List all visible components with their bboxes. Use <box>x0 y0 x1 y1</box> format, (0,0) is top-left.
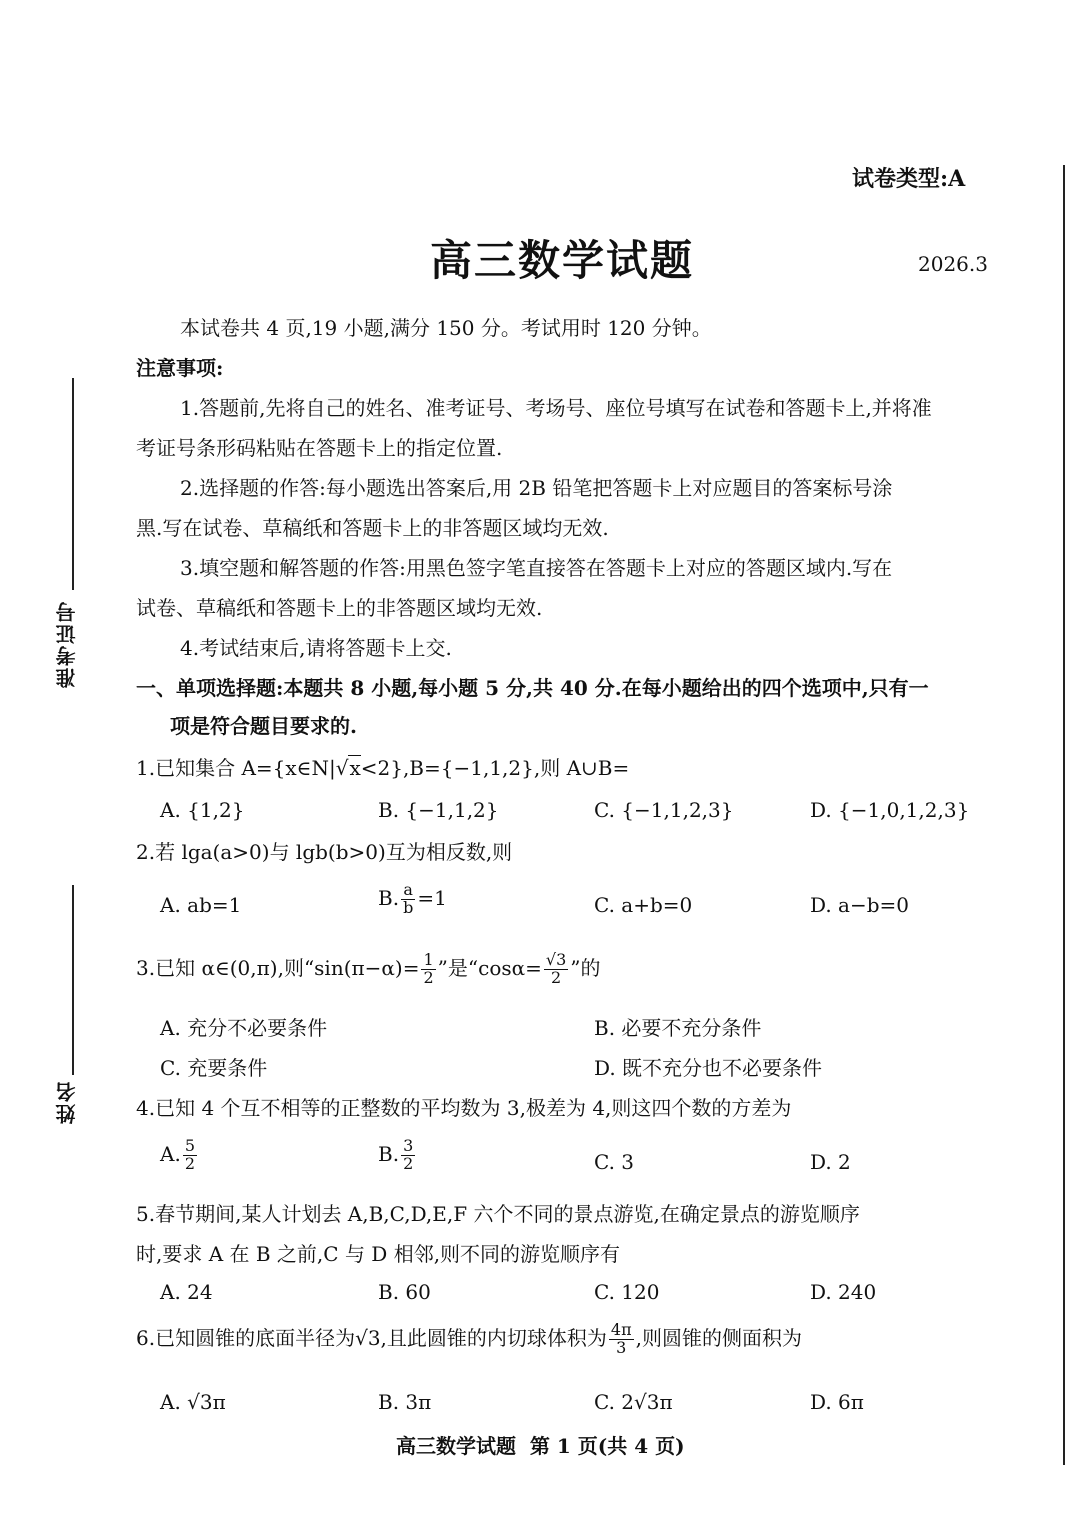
q6-option-b: B. 3π <box>378 1390 432 1414</box>
q5-option-c: C. 120 <box>594 1280 660 1304</box>
q5-stem-line1: 5.春节期间,某人计划去 A,B,C,D,E,F 六个不同的景点游览,在确定景点的游览顺序 <box>136 1202 860 1226</box>
section1-heading-line2: 项是符合题目要求的. <box>170 714 357 738</box>
q5-option-a: A. 24 <box>160 1280 213 1304</box>
q1-stem-d: <2},B={−1,1,2},则 A∪B= <box>360 756 630 780</box>
note-2-line2: 黑.写在试卷、草稿纸和答题卡上的非答题区域均无效. <box>136 516 609 540</box>
exam-date: 2026.3 <box>918 252 988 276</box>
q1-stem-c: x <box>349 756 361 780</box>
note-4-line1: 4.考试结束后,请将答题卡上交. <box>180 636 452 660</box>
q1-option-a: A. {1,2} <box>160 798 245 822</box>
exam-id-label: 准考证号 <box>55 600 79 688</box>
q4-option-b-den: 2 <box>403 1153 414 1173</box>
q2-option-a: A. ab=1 <box>160 893 242 917</box>
q2-option-c: C. a+b=0 <box>594 893 693 917</box>
q4-stem: 4.已知 4 个互不相等的正整数的平均数为 3,极差为 4,则这四个数的方差为 <box>136 1096 792 1120</box>
q5-option-b: B. 60 <box>378 1280 431 1304</box>
q3-stem-a: 3.已知 α∈(0,π),则“sin(π−α)= <box>136 955 420 980</box>
q3-option-b: B. 必要不充分条件 <box>594 1016 762 1040</box>
q3-frac1-num: 1 <box>423 950 434 969</box>
q3-fraction-2 <box>544 952 568 987</box>
q2-option-b-suffix: =1 <box>417 885 447 910</box>
q3-stem-c: ”的 <box>570 955 601 980</box>
q3-option-d: D. 既不充分也不必要条件 <box>594 1056 823 1080</box>
q4-option-c: C. 3 <box>594 1150 635 1174</box>
q3-fraction-1 <box>421 952 435 987</box>
q2-option-b-prefix: B. <box>378 885 400 910</box>
q3-frac2-den: 2 <box>550 967 562 987</box>
q3-frac1-den: 2 <box>423 967 434 987</box>
q3-option-a: A. 充分不必要条件 <box>160 1016 328 1040</box>
q2-stem: 2.若 lga(a>0)与 lgb(b>0)互为相反数,则 <box>136 840 513 864</box>
right-border-line <box>1063 165 1065 1465</box>
q4-option-a <box>160 1138 199 1173</box>
q2-option-b-fraction <box>401 882 415 917</box>
section1-heading-line1: 一、单项选择题:本题共 8 小题,每小题 5 分,共 40 分.在每小题给出的四个选项中,只有一 <box>136 676 929 700</box>
name-label: 姓名 <box>55 1080 79 1124</box>
q3-stem <box>136 952 601 987</box>
q6-option-c: C. 2√3π <box>594 1390 673 1414</box>
q1-stem-b: A={x∈N| <box>241 756 336 780</box>
q2-option-b-den: b <box>403 897 414 917</box>
q3-option-c: C. 充要条件 <box>160 1056 268 1080</box>
note-3-line2: 试卷、草稿纸和答题卡上的非答题区域均无效. <box>136 596 543 620</box>
q1-option-b: B. {−1,1,2} <box>378 798 499 822</box>
exam-id-blank-line <box>72 378 74 590</box>
q6-option-a: A. √3π <box>160 1390 226 1414</box>
q4-option-a-fraction <box>183 1138 197 1173</box>
q2-option-b <box>378 882 447 917</box>
q1-option-d: D. {−1,0,1,2,3} <box>810 798 970 822</box>
notes-heading: 注意事项: <box>136 356 224 380</box>
q2-option-d: D. a−b=0 <box>810 893 910 917</box>
page-title: 高三数学试题 <box>430 236 695 285</box>
paper-type: 试卷类型:A <box>852 166 966 192</box>
q6-frac-den: 3 <box>616 1337 627 1357</box>
q1-stem-a: 1.已知集合 <box>136 756 242 780</box>
q4-option-b-fraction <box>401 1138 415 1173</box>
q6-frac-num: 4π <box>610 1320 632 1339</box>
intro-text: 本试卷共 4 页,19 小题,满分 150 分。考试用时 120 分钟。 <box>180 316 712 340</box>
name-blank-line <box>72 885 74 1075</box>
q6-stem <box>136 1322 802 1357</box>
q5-stem-line2: 时,要求 A 在 B 之前,C 与 D 相邻,则不同的游览顺序有 <box>136 1242 621 1266</box>
q6-option-d: D. 6π <box>810 1390 864 1414</box>
q3-frac2-num: √3 <box>545 950 567 969</box>
note-2-line1: 2.选择题的作答:每小题选出答案后,用 2B 铅笔把答题卡上对应题目的答案标号涂 <box>180 476 893 500</box>
q4-option-a-num: 5 <box>184 1136 195 1155</box>
q4-option-b <box>378 1138 417 1173</box>
q6-fraction <box>609 1322 634 1357</box>
q6-stem-a: 6.已知圆锥的底面半径为√3,且此圆锥的内切球体积为 <box>136 1325 607 1350</box>
q4-option-b-prefix: B. <box>378 1141 400 1166</box>
note-3-line1: 3.填空题和解答题的作答:用黑色签字笔直接答在答题卡上对应的答题区域内.写在 <box>180 556 893 580</box>
q4-option-b-num: 3 <box>403 1136 414 1155</box>
q6-stem-b: ,则圆锥的侧面积为 <box>635 1325 802 1350</box>
q4-option-a-den: 2 <box>184 1153 195 1173</box>
q4-option-a-prefix: A. <box>160 1141 181 1166</box>
q1-stem <box>136 758 629 778</box>
note-1-line1: 1.答题前,先将自己的姓名、准考证号、考场号、座位号填写在试卷和答题卡上,并将准 <box>180 396 932 420</box>
q2-option-b-num: a <box>403 880 413 899</box>
q3-stem-b: ”是“cosα= <box>437 955 542 980</box>
page-footer: 高三数学试题 第 1 页(共 4 页) <box>396 1434 685 1458</box>
q1-option-c: C. {−1,1,2,3} <box>594 798 734 822</box>
q5-option-d: D. 240 <box>810 1280 877 1304</box>
q4-option-d: D. 2 <box>810 1150 851 1174</box>
note-1-line2: 考证号条形码粘贴在答题卡上的指定位置. <box>136 436 503 460</box>
sqrt-symbol: √ <box>335 756 349 780</box>
